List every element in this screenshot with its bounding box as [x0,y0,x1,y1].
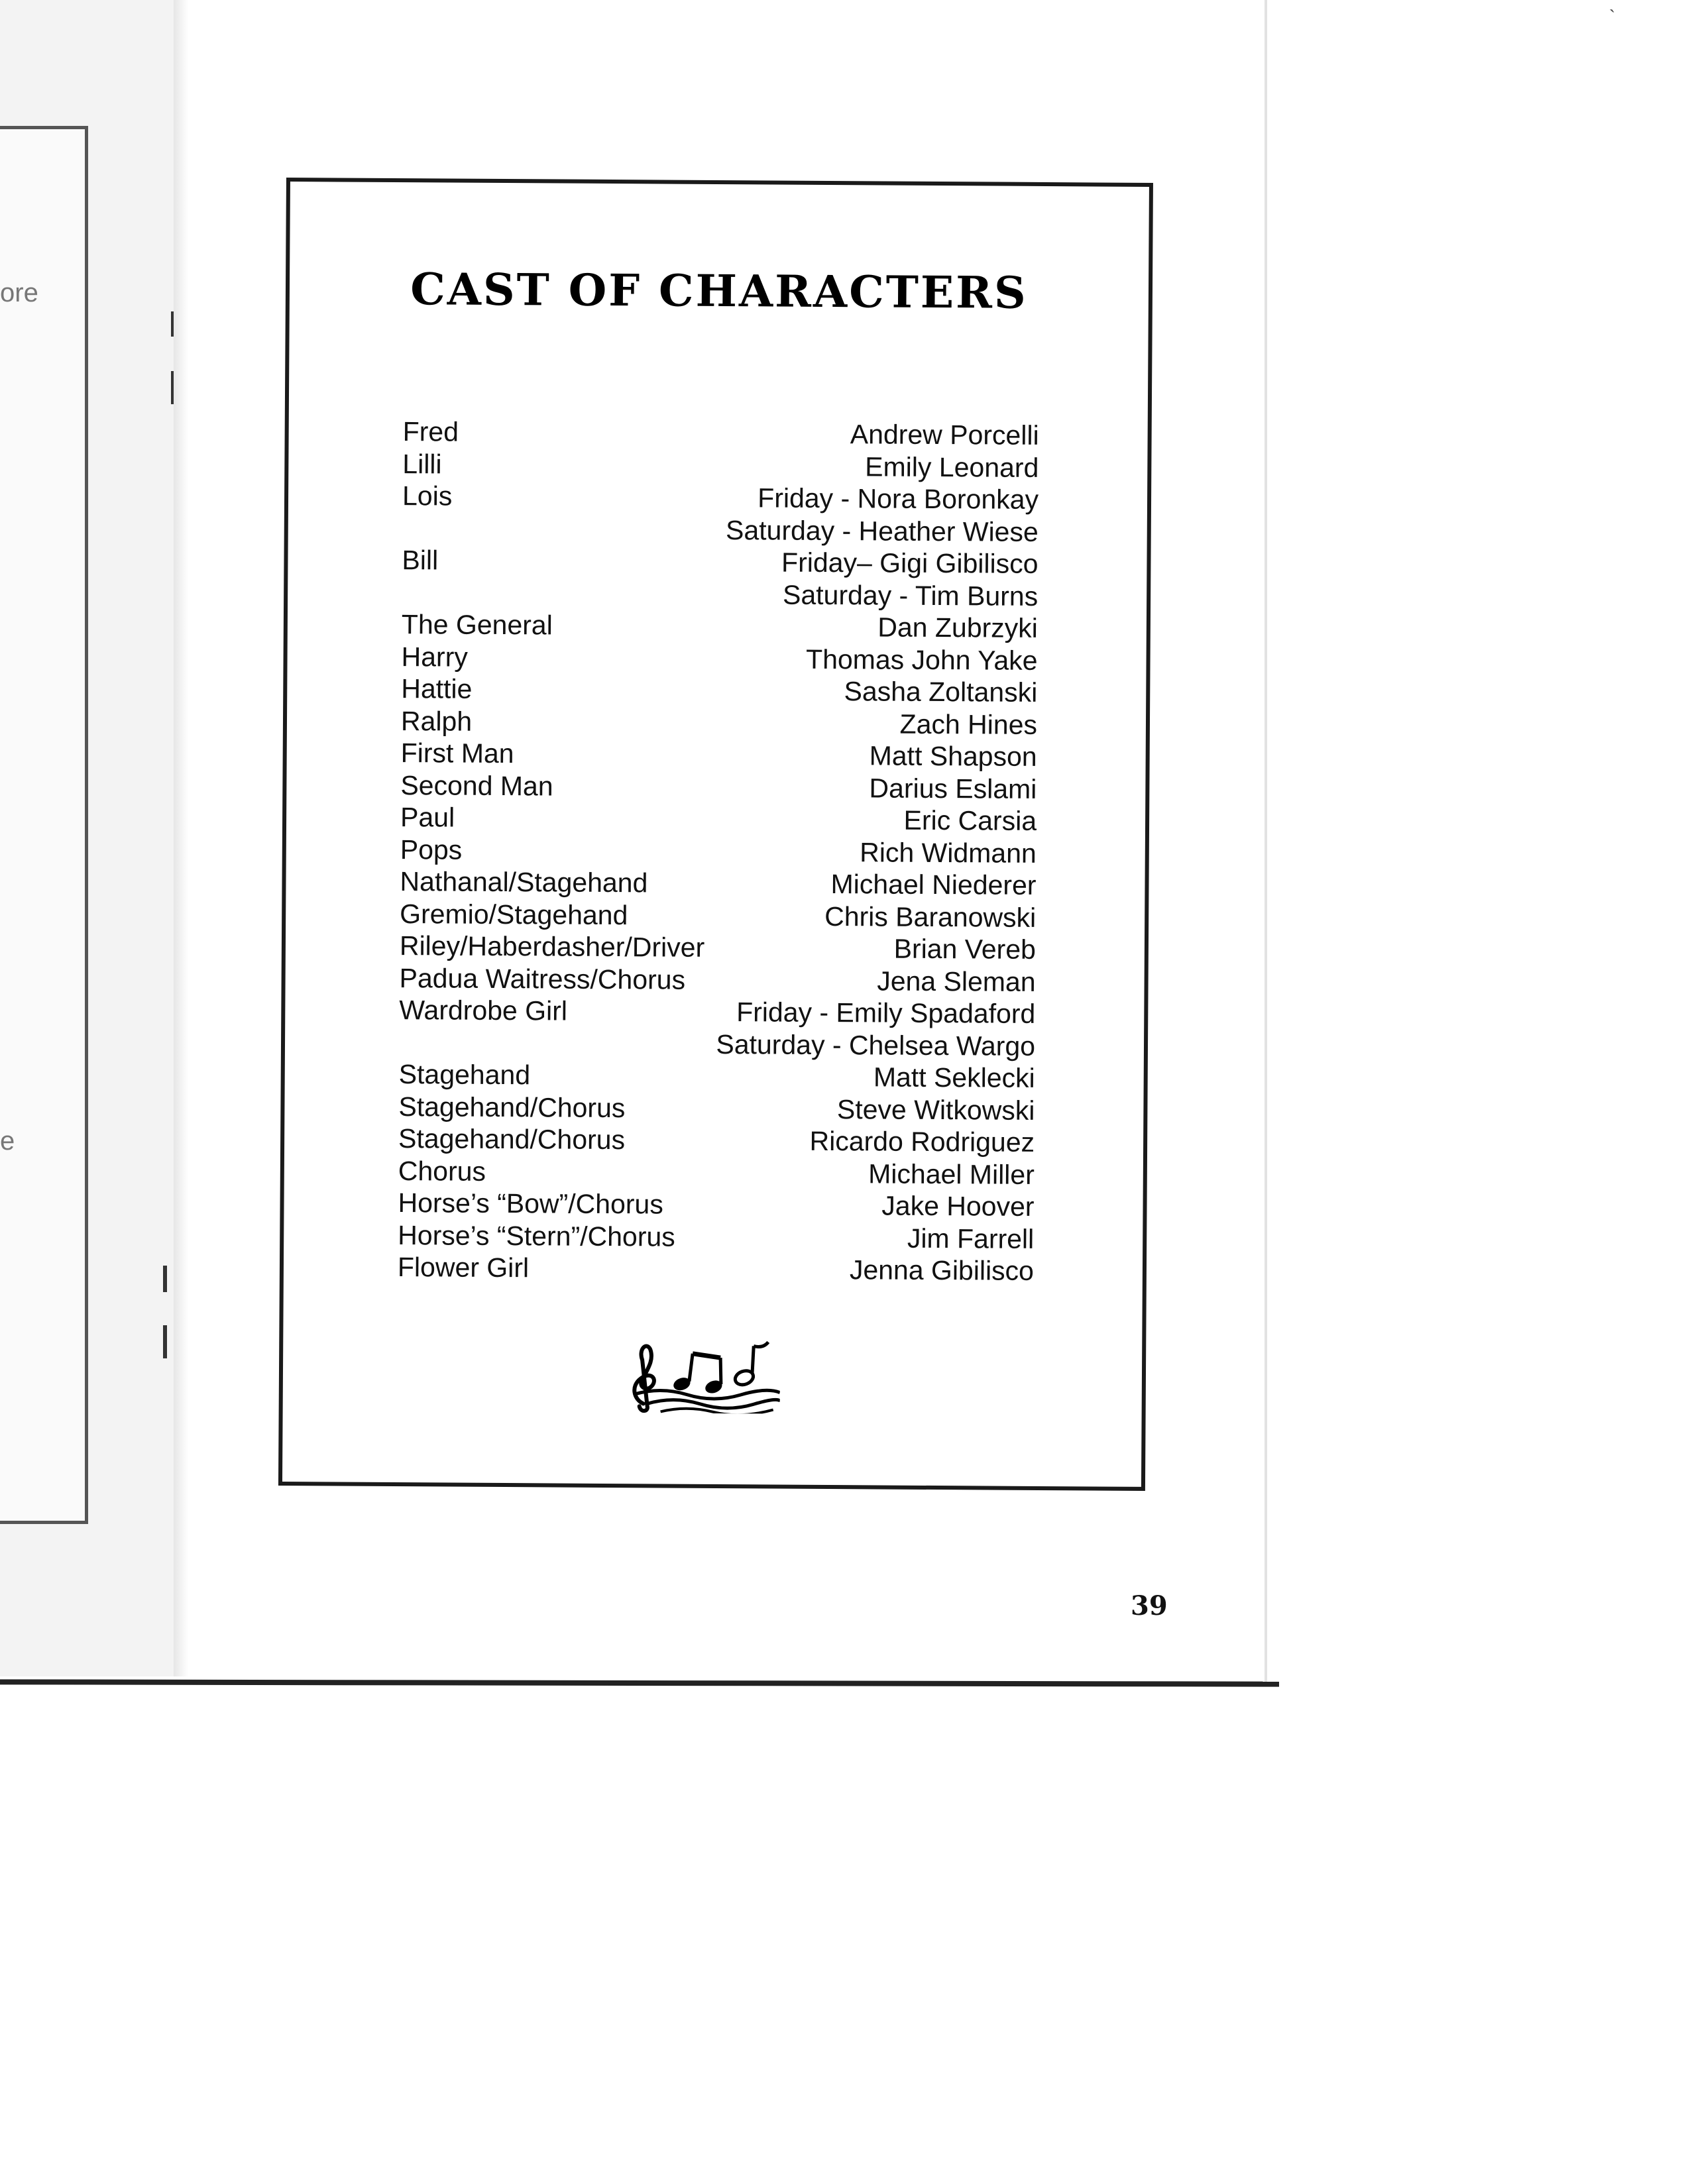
actor-names [881,1190,1034,1223]
actor-name: Sasha Zoltanski [844,676,1038,708]
actor-name: Eric Carsia [903,804,1037,836]
cast-row [399,994,1036,1062]
actor-names [869,772,1037,805]
role-name: Fred [402,416,459,447]
cast-row [398,1219,1034,1255]
actor-names [873,1061,1035,1094]
role-name: Stagehand/Chorus [398,1091,626,1123]
cast-row [400,834,1037,869]
role-name: Hattie [401,673,473,704]
cast-row [400,769,1037,805]
role-name: Padua Waitress/Chorus [399,962,686,995]
role-name: Flower Girl [397,1252,530,1283]
role-name: Horse’s “Bow”/Chorus [398,1187,663,1220]
actor-name: Jenna Gibilisco [849,1254,1035,1286]
actor-names [870,739,1037,773]
role-name: Paul [400,802,455,833]
actor-names [860,836,1037,869]
actor-name: Steve Witkowski [836,1093,1035,1126]
actor-name: Friday - Emily Spadaford [736,997,1036,1029]
actor-name: Emily Leonard [865,451,1039,483]
actor-name: Matt Shapson [869,740,1037,772]
scan-speck: ` [1609,7,1616,27]
actor-name: Saturday - Tim Burns [782,579,1039,612]
role-name: Lois [402,480,453,512]
cast-row [401,737,1037,773]
actor-names [865,451,1039,484]
actor-name: Rich Widmann [860,836,1037,869]
actor-names [903,804,1037,838]
cast-row [398,1091,1035,1126]
cast-row [402,544,1039,612]
actor-name: Jake Hoover [881,1190,1035,1222]
actor-names [806,643,1038,677]
actor-name: Chris Baranowski [824,901,1037,933]
page-title: CAST OF CHARACTERS [410,263,1028,319]
role-name: Stagehand [398,1059,531,1091]
actor-name: Zach Hines [899,708,1038,740]
cast-row [401,673,1037,708]
role-name: Horse’s “Stern”/Chorus [398,1219,675,1252]
role-name: Second Man [400,769,553,801]
cast-row [400,865,1036,901]
role-name: Wardrobe Girl [399,995,568,1026]
actor-name: Thomas John Yake [805,643,1038,676]
actor-names [726,482,1039,548]
cast-row [400,801,1037,837]
actor-name: Saturday - Heather Wiese [725,514,1039,547]
previous-page-text-fragment: ore [0,278,38,307]
actor-name: Darius Eslami [869,772,1037,804]
actor-names [877,611,1038,644]
previous-page-frame [0,126,88,1524]
cast-row [402,608,1038,644]
actor-names [809,1125,1035,1159]
binding-mark [163,1266,167,1292]
actor-name: Friday - Nora Boronkay [758,482,1039,515]
actor-name: Jena Sleman [877,965,1036,997]
role-name: Chorus [398,1155,486,1187]
role-name: Stagehand/Chorus [398,1123,626,1156]
actor-names [830,868,1036,901]
actor-names [781,547,1039,612]
role-name: Ralph [400,705,473,737]
cast-row [399,1058,1035,1094]
cast-row [403,415,1039,451]
cast-row [402,480,1039,548]
page-number: 39 [1131,1590,1168,1621]
actor-names [877,965,1036,998]
actor-name: Michael Niederer [830,869,1037,901]
actor-name: Ricardo Rodriguez [809,1125,1035,1158]
actor-name: Andrew Porcelli [850,419,1039,451]
cast-row [398,1251,1034,1287]
page-right-edge [1264,0,1267,1683]
cast-row [399,962,1035,998]
cast-list [398,415,1039,1287]
actor-names [907,1222,1035,1255]
binding-mark [163,1325,167,1358]
actor-names [824,900,1036,933]
cast-row [398,1122,1035,1158]
cast-row [401,705,1037,741]
cast-row [400,930,1036,965]
actor-name: Dan Zubrzyki [877,612,1039,643]
previous-page-text-fragment: e [0,1126,15,1156]
music-notes-icon [621,1340,781,1413]
actor-names [850,1254,1034,1287]
actor-names [844,675,1037,708]
cast-row [402,448,1039,484]
role-name: Lilli [402,448,442,479]
role-name: Bill [402,545,439,576]
role-name: Riley/Haberdasher/Driver [399,930,705,963]
page-bottom-edge [0,1679,1279,1686]
actor-name: Friday– Gigi Gibilisco [781,547,1039,579]
role-name: Pops [400,834,463,865]
actor-names [850,418,1039,451]
actor-names [868,1158,1035,1191]
role-name: Harry [401,641,468,673]
actor-name: Matt Seklecki [873,1062,1035,1093]
actor-name: Jim Farrell [907,1223,1035,1254]
role-name: The General [401,609,553,641]
role-name: Gremio/Stagehand [400,898,628,930]
role-name: First Man [400,737,514,769]
cast-row [400,898,1036,934]
cast-row [398,1155,1035,1191]
actor-name: Brian Vereb [893,933,1037,965]
actor-name: Michael Miller [868,1158,1035,1190]
actor-name: Saturday - Chelsea Wargo [716,1028,1036,1062]
cast-row [398,1187,1034,1223]
actor-names [894,933,1037,966]
cast-row [401,641,1037,677]
actor-names [837,1093,1035,1126]
previous-page-edge [0,0,174,1676]
actor-names [716,996,1035,1062]
actor-names [899,708,1037,741]
cast-of-characters-panel [278,178,1153,1491]
page-gutter [174,0,188,1676]
role-name: Nathanal/Stagehand [400,866,648,899]
